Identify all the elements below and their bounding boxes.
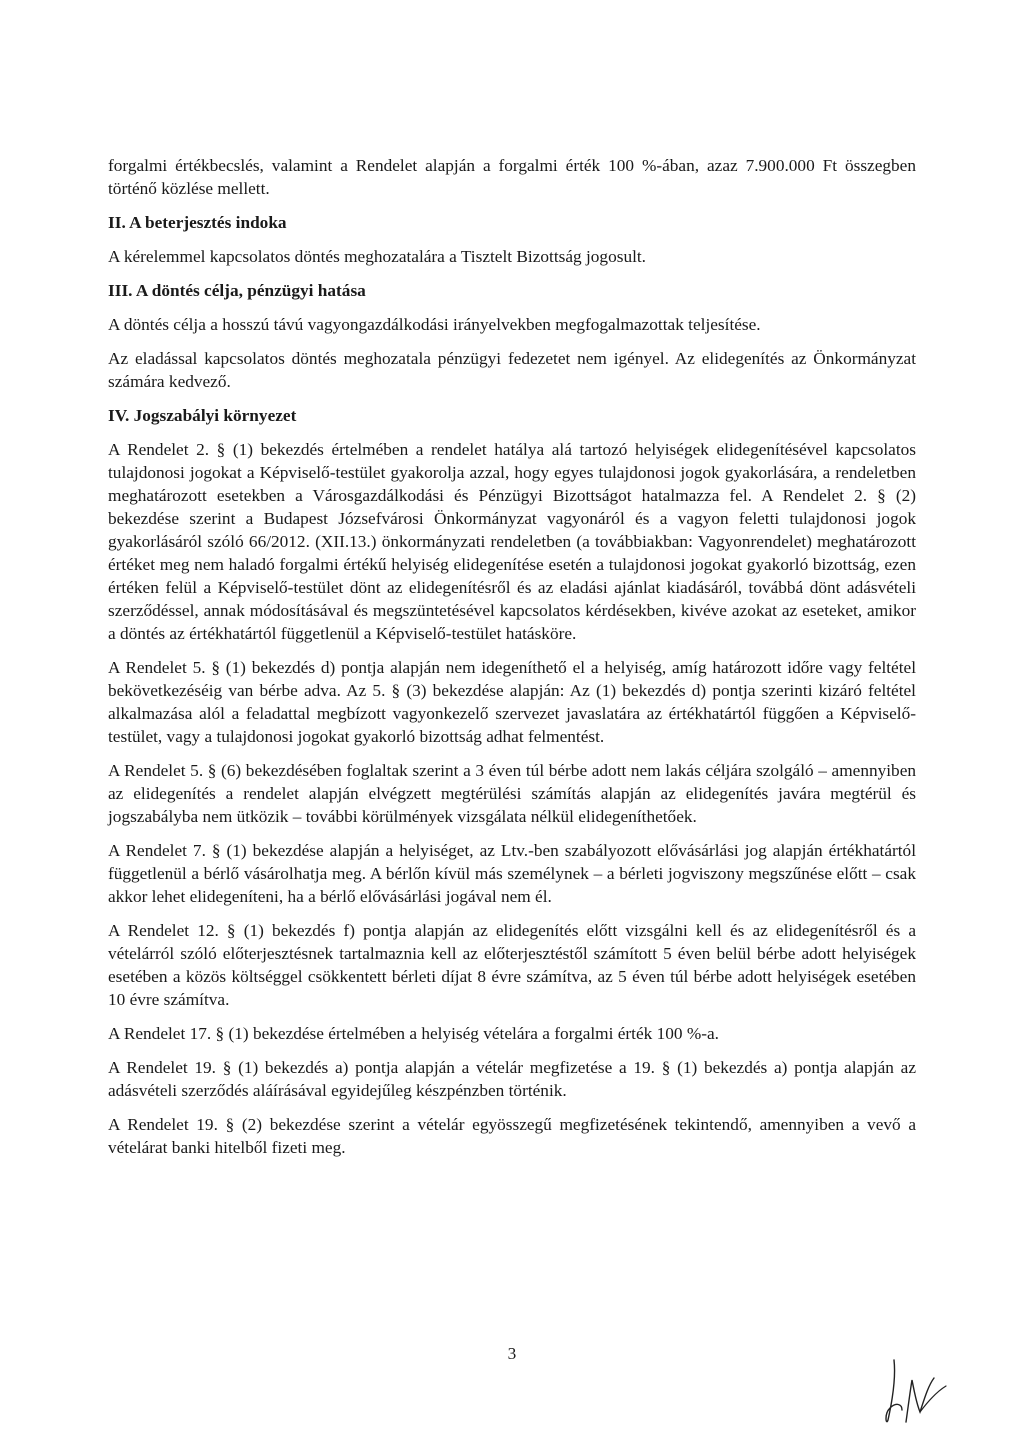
- section-heading-iv: IV. Jogszabályi környezet: [108, 406, 297, 425]
- section-iv-paragraph-8: A Rendelet 19. § (2) bekezdése szerint a vételár egyösszegű megfizetésének tekintendő, amennyiben a vevő a vételárat banki hitelből fizeti meg.: [108, 1115, 916, 1157]
- section-iv-paragraph-1: A Rendelet 2. § (1) bekezdés értelmében a rendelet hatálya alá tartozó helyiségek elidegenítésével kapcsolatos tulajdonosi jogokat a Képviselő-testület gyakorolja azzal, hogy egyes tulajdonosi jogok gyakorlására, a rendeletben meghatározott esetekben a Városgazdálkodási és Pénzügyi Bizottságot hatalmazza fel. A Rendelet 2. § (2) bekezdése szerint a Budapest Józsefvárosi Önkormányzat vagyonáról és a vagyon feletti tulajdonosi jogok gyakorlásáról szóló 66/2012. (XII.13.) önkormányzati rendeletben (a továbbiakban: Vagyonrendelet) meghatározott értéket meg nem haladó forgalmi értékű helyiség elidegenítése esetén a tulajdonosi jogokat gyakorló bizottság, ezen értéken felül a Képviselő-testület dönt az elidegenítésről és az eladási ajánlat kiadásáról, továbbá dönt adásvételi szerződéssel, annak módosításával és megszüntetésével kapcsolatos kérdésekben, kivéve azokat az eseteket, amikor a döntés az értékhatártól függetlenül a Képviselő-testület hatásköre.: [108, 440, 916, 643]
- section-iv-paragraph-4: A Rendelet 7. § (1) bekezdése alapján a helyiséget, az Ltv.-ben szabályozott elővásárlási jog alapján értékhatártól függetlenül a bérlő vásárolhatja meg. A bérlőn kívül más személynek – a bérleti jogviszony megszűnése előtt – csak akkor lehet elidegeníteni, ha a bérlő elővásárlási jogával nem él.: [108, 841, 916, 906]
- section-iv-paragraph-5: A Rendelet 12. § (1) bekezdés f) pontja alapján az elidegenítés előtt vizsgálni kell és az elidegenítésről és a vételárról szóló előterjesztésnek tartalmaznia kell az előterjesztéstől számított 5 éven belül bérbe adott helyiségek esetében a közös költséggel csökkentett bérleti díjat 8 évre számítva, az 5 éven túl bérbe adott helyiségek esetében 10 évre számítva.: [108, 921, 916, 1009]
- signature-icon: [880, 1352, 960, 1432]
- section-heading-iii: III. A döntés célja, pénzügyi hatása: [108, 281, 366, 300]
- page-number: 3: [507, 1344, 517, 1363]
- section-iii-paragraph-1: A döntés célja a hosszú távú vagyongazdálkodási irányelvekben megfogalmazottak teljesítése.: [108, 315, 761, 334]
- section-iii-paragraph-2: Az eladással kapcsolatos döntés meghozatala pénzügyi fedezetet nem igényel. Az elidegenítés az Önkormányzat számára kedvező.: [108, 349, 916, 391]
- intro-paragraph: forgalmi értékbecslés, valamint a Rendelet alapján a forgalmi érték 100 %-ában, azaz 7.900.000 Ft összegben történő közlése mellett.: [108, 156, 916, 198]
- section-iv-paragraph-3: A Rendelet 5. § (6) bekezdésében foglaltak szerint a 3 éven túl bérbe adott nem lakás céljára szolgáló – amennyiben az elidegenítés a rendelet alapján elvégzett megtérülési számítás alapján az elidegenítés javára megtérül és jogszabályba nem ütközik – további körülmények vizsgálata nélkül elidegeníthetőek.: [108, 761, 916, 826]
- document-body: [108, 154, 916, 1170]
- section-iv-paragraph-7: A Rendelet 19. § (1) bekezdés a) pontja alapján a vételár megfizetése a 19. § (1) bekezdés a) pontja alapján az adásvételi szerződés aláírásával egyidejűleg készpénzben történik.: [108, 1058, 916, 1100]
- section-heading-ii: II. A beterjesztés indoka: [108, 213, 287, 232]
- section-ii-paragraph-1: A kérelemmel kapcsolatos döntés meghozatalára a Tisztelt Bizottság jogosult.: [108, 247, 647, 266]
- section-iv-paragraph-2: A Rendelet 5. § (1) bekezdés d) pontja alapján nem idegeníthető el a helyiség, amíg határozott időre vagy feltétel bekövetkezéséig van bérbe adva. Az 5. § (3) bekezdése alapján: Az (1) bekezdés d) pontja szerinti kizáró feltétel alkalmazása alól a feladattal megbízott vagyonkezelő szervezet javaslatára az értékhatártól függően a Képviselő-testület, vagy a tulajdonosi jogokat gyakorló bizottság adhat felmentést.: [108, 658, 916, 746]
- section-iv-paragraph-6: A Rendelet 17. § (1) bekezdése értelmében a helyiség vételára a forgalmi érték 100 %-a.: [108, 1024, 719, 1043]
